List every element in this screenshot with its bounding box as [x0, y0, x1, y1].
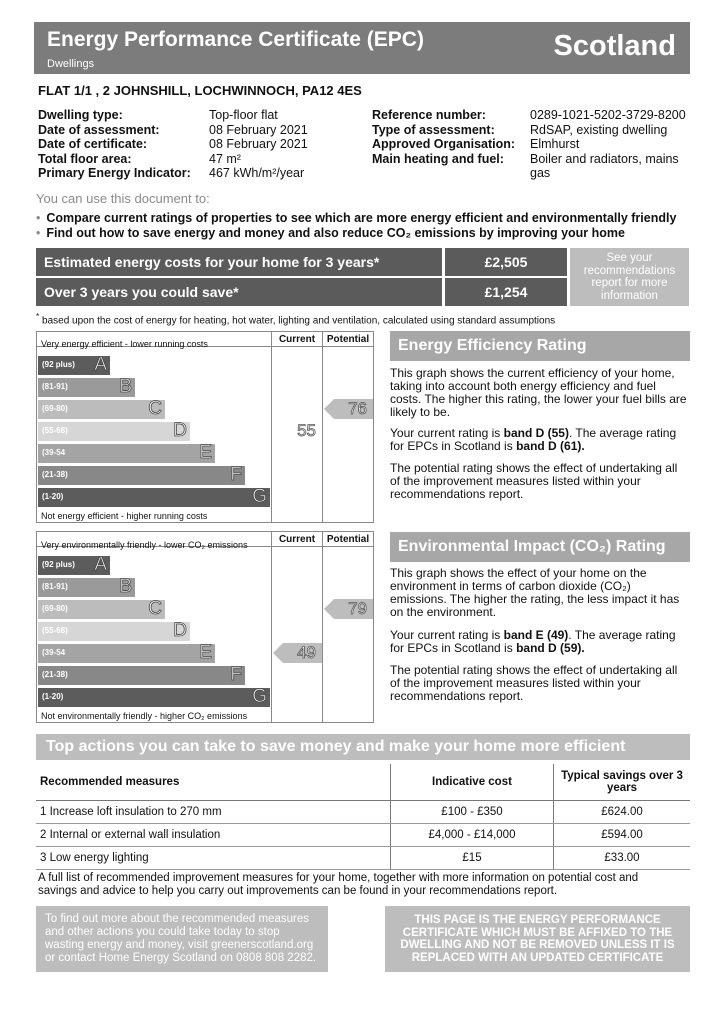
- rating-band-a: [38, 356, 110, 375]
- top-actions-heading: Top actions you can take to save money and make your home more efficient: [36, 734, 690, 760]
- current-column-header: Current: [278, 334, 316, 345]
- detail-value: 08 February 2021: [209, 137, 308, 151]
- environmental-impact-heading: Environmental Impact (CO₂) Rating: [390, 532, 690, 562]
- current-rating-arrow: 55: [273, 421, 322, 441]
- detail-value: Top-floor flat: [209, 108, 278, 122]
- rating-band-b: [38, 378, 135, 397]
- cost-cell: £15: [391, 847, 554, 870]
- epc-header: [34, 22, 690, 74]
- col-header-cost: Indicative cost: [391, 764, 554, 801]
- chart-top-caption: Very environmentally friendly - lower CO₂ emissions: [41, 540, 248, 550]
- band-letter: F: [230, 664, 242, 685]
- saving-row-label: Over 3 years you could save*: [36, 278, 442, 306]
- current-column-header: Current: [278, 534, 316, 545]
- rating-band-a: [38, 556, 110, 575]
- chart-divider: [271, 332, 272, 522]
- bullet-icon: •: [36, 226, 41, 240]
- saving-cell: £594.00: [554, 824, 691, 847]
- details-left-values: [209, 108, 359, 181]
- cost-row-label: Estimated energy costs for your home for 3 years*: [36, 248, 442, 276]
- band-letter: B: [119, 576, 132, 597]
- band-letter: E: [199, 442, 212, 463]
- ei-paragraph-2: Your current rating is band E (49). The average rating for EPCs in Scotland is band D (59).: [390, 628, 676, 655]
- details-left-labels: [38, 108, 208, 181]
- band-range-label: (39-54: [42, 448, 66, 457]
- band-letter: B: [119, 376, 132, 397]
- band-range-label: (81-91): [42, 382, 68, 391]
- detail-label: Primary Energy Indicator:: [38, 166, 191, 180]
- details-right-values: [530, 108, 695, 181]
- band-range-label: (21-38): [42, 470, 68, 479]
- recommendations-note: See your recommendations report for more information: [570, 248, 689, 306]
- ee-paragraph-1: This graph shows the current efficiency of your home, taking into account both energy efficiency and fuel costs. The higher this rating, the lower your fuel bills are likely to be.: [390, 366, 687, 419]
- saving-cell: £624.00: [554, 801, 691, 824]
- rating-band-g: [38, 488, 270, 507]
- band-range-label: (1-20): [42, 492, 64, 501]
- measure-cell: 3 Low energy lighting: [36, 847, 391, 870]
- chart-bottom-caption: Not environmentally friendly - higher CO₂ emissions: [41, 711, 248, 721]
- band-letter: C: [148, 398, 162, 419]
- band-letter: F: [230, 464, 242, 485]
- table-row: [36, 801, 690, 824]
- rating-band-e: [38, 444, 215, 463]
- potential-rating-arrow: 76: [324, 399, 373, 419]
- current-rating-arrow: 49: [273, 643, 322, 663]
- detail-label: Type of assessment:: [372, 122, 495, 137]
- chart-bottom-caption: Not energy efficient - higher running costs: [41, 511, 208, 521]
- affix-notice-box: THIS PAGE IS THE ENERGY PERFORMANCE CERTIFICATE WHICH MUST BE AFFIXED TO THE DWELLING AND NOT BE REMOVED UNLESS IT IS REPLACED WITH AN UPDATED CERTIFICATE: [385, 906, 690, 972]
- chart-divider: [322, 332, 323, 522]
- ei-paragraph-1: This graph shows the effect of your home on the environment in terms of carbon dioxide (CO₂) emissions. The higher the rating, the less impact it has on the environment.: [390, 566, 680, 619]
- rating-band-d: [38, 622, 190, 641]
- details-right-labels: [372, 108, 532, 166]
- chart-top-caption: Very energy efficient - lower running costs: [41, 339, 208, 349]
- measure-cell: 2 Internal or external wall insulation: [36, 824, 391, 847]
- detail-label: Reference number:: [372, 108, 486, 122]
- band-range-label: (92 plus): [42, 360, 75, 369]
- detail-value: 08 February 2021: [209, 122, 308, 137]
- band-letter: G: [252, 686, 267, 707]
- header-title: Energy Performance Certificate (EPC): [47, 28, 424, 51]
- bullet-item: • Compare current ratings of properties to see which are more energy efficient and environmentally friendly: [36, 211, 677, 225]
- recommended-measures-table: [36, 764, 690, 870]
- saving-cell: £33.00: [554, 847, 691, 870]
- band-letter: G: [252, 486, 267, 507]
- band-letter: D: [173, 420, 187, 441]
- energy-efficiency-chart: [36, 331, 374, 523]
- bullet-item: • Find out how to save energy and money and also reduce CO₂ emissions by improving your home: [36, 226, 625, 240]
- header-subtitle: Dwellings: [47, 58, 95, 70]
- property-address: FLAT 1/1 , 2 JOHNSHILL, LOCHWINNOCH, PA12 4ES: [38, 83, 362, 98]
- band-range-label: (39-54: [42, 648, 66, 657]
- use-heading: You can use this document to:: [36, 191, 210, 206]
- saving-row-value: £1,254: [445, 278, 567, 306]
- rating-band-f: [38, 666, 245, 685]
- rating-band-e: [38, 644, 215, 663]
- ei-paragraph-3: The potential rating shows the effect of undertaking all of the improvement measures listed within your recommendations report.: [390, 663, 678, 703]
- table-row: [36, 824, 690, 847]
- potential-rating-arrow: 79: [324, 599, 373, 619]
- detail-value: 467 kWh/m²/year: [209, 166, 305, 180]
- cost-cell: £100 - £350: [391, 801, 554, 824]
- ee-paragraph-3: The potential rating shows the effect of undertaking all of the improvement measures listed within your recommendations report.: [390, 461, 678, 501]
- band-letter: E: [199, 642, 212, 663]
- rating-band-c: [38, 400, 165, 419]
- ee-paragraph-2: Your current rating is band D (55). The average rating for EPCs in Scotland is band D (61).: [390, 426, 677, 453]
- detail-label: Main heating and fuel:: [372, 151, 504, 166]
- chart-divider: [271, 532, 272, 722]
- environmental-impact-chart: [36, 531, 374, 723]
- detail-value: Elmhurst: [530, 137, 580, 151]
- table-row: [36, 847, 690, 870]
- measure-cell: 1 Increase loft insulation to 270 mm: [36, 801, 391, 824]
- band-range-label: (21-38): [42, 670, 68, 679]
- band-range-label: (55-68): [42, 626, 68, 635]
- col-header-measures: Recommended measures: [36, 764, 391, 801]
- band-letter: A: [94, 554, 107, 575]
- detail-label: Dwelling type:: [38, 108, 123, 122]
- band-range-label: (69-80): [42, 604, 68, 613]
- rating-band-f: [38, 466, 245, 485]
- detail-value: 47 m²: [209, 151, 241, 166]
- chart-divider: [322, 532, 323, 722]
- rating-band-g: [38, 688, 270, 707]
- rating-band-b: [38, 578, 135, 597]
- cost-cell: £4,000 - £14,000: [391, 824, 554, 847]
- band-letter: C: [148, 598, 162, 619]
- band-range-label: (69-80): [42, 404, 68, 413]
- detail-label: Date of assessment:: [38, 122, 160, 137]
- energy-efficiency-heading: Energy Efficiency Rating: [390, 331, 690, 361]
- cost-footnote: * based upon the cost of energy for heating, hot water, lighting and ventilation, calculated using standard assumptions: [36, 311, 556, 327]
- detail-value: Boiler and radiators, mains gas: [530, 151, 679, 180]
- rating-band-d: [38, 422, 190, 441]
- band-range-label: (1-20): [42, 692, 64, 701]
- detail-value: RdSAP, existing dwelling: [530, 122, 668, 137]
- band-range-label: (92 plus): [42, 560, 75, 569]
- detail-value: 0289-1021-5202-3729-8200: [530, 108, 686, 122]
- detail-label: Date of certificate:: [38, 137, 148, 151]
- band-range-label: (81-91): [42, 582, 68, 591]
- band-letter: A: [94, 354, 107, 375]
- find-out-more-box: To find out more about the recommended measures and other actions you could take today to stop wasting energy and money, visit greenerscotland.org or contact Home Energy Scotland on 0808 808 2282.: [36, 906, 328, 972]
- bullet-icon: •: [36, 211, 41, 225]
- detail-label: Approved Organisation:: [372, 137, 516, 151]
- detail-label: Total floor area:: [38, 151, 132, 166]
- col-header-savings: Typical savings over 3 years: [554, 764, 691, 801]
- header-region: Scotland: [553, 30, 676, 62]
- potential-column-header: Potential: [326, 534, 370, 545]
- full-list-note: A full list of recommended improvement measures for your home, together with more information on potential cost and savings and advice to help you carry out improvements can be found in your recommendations report.: [38, 872, 639, 897]
- rating-band-c: [38, 600, 165, 619]
- band-range-label: (55-68): [42, 426, 68, 435]
- cost-row-value: £2,505: [445, 248, 567, 276]
- potential-column-header: Potential: [326, 334, 370, 345]
- band-letter: D: [173, 620, 187, 641]
